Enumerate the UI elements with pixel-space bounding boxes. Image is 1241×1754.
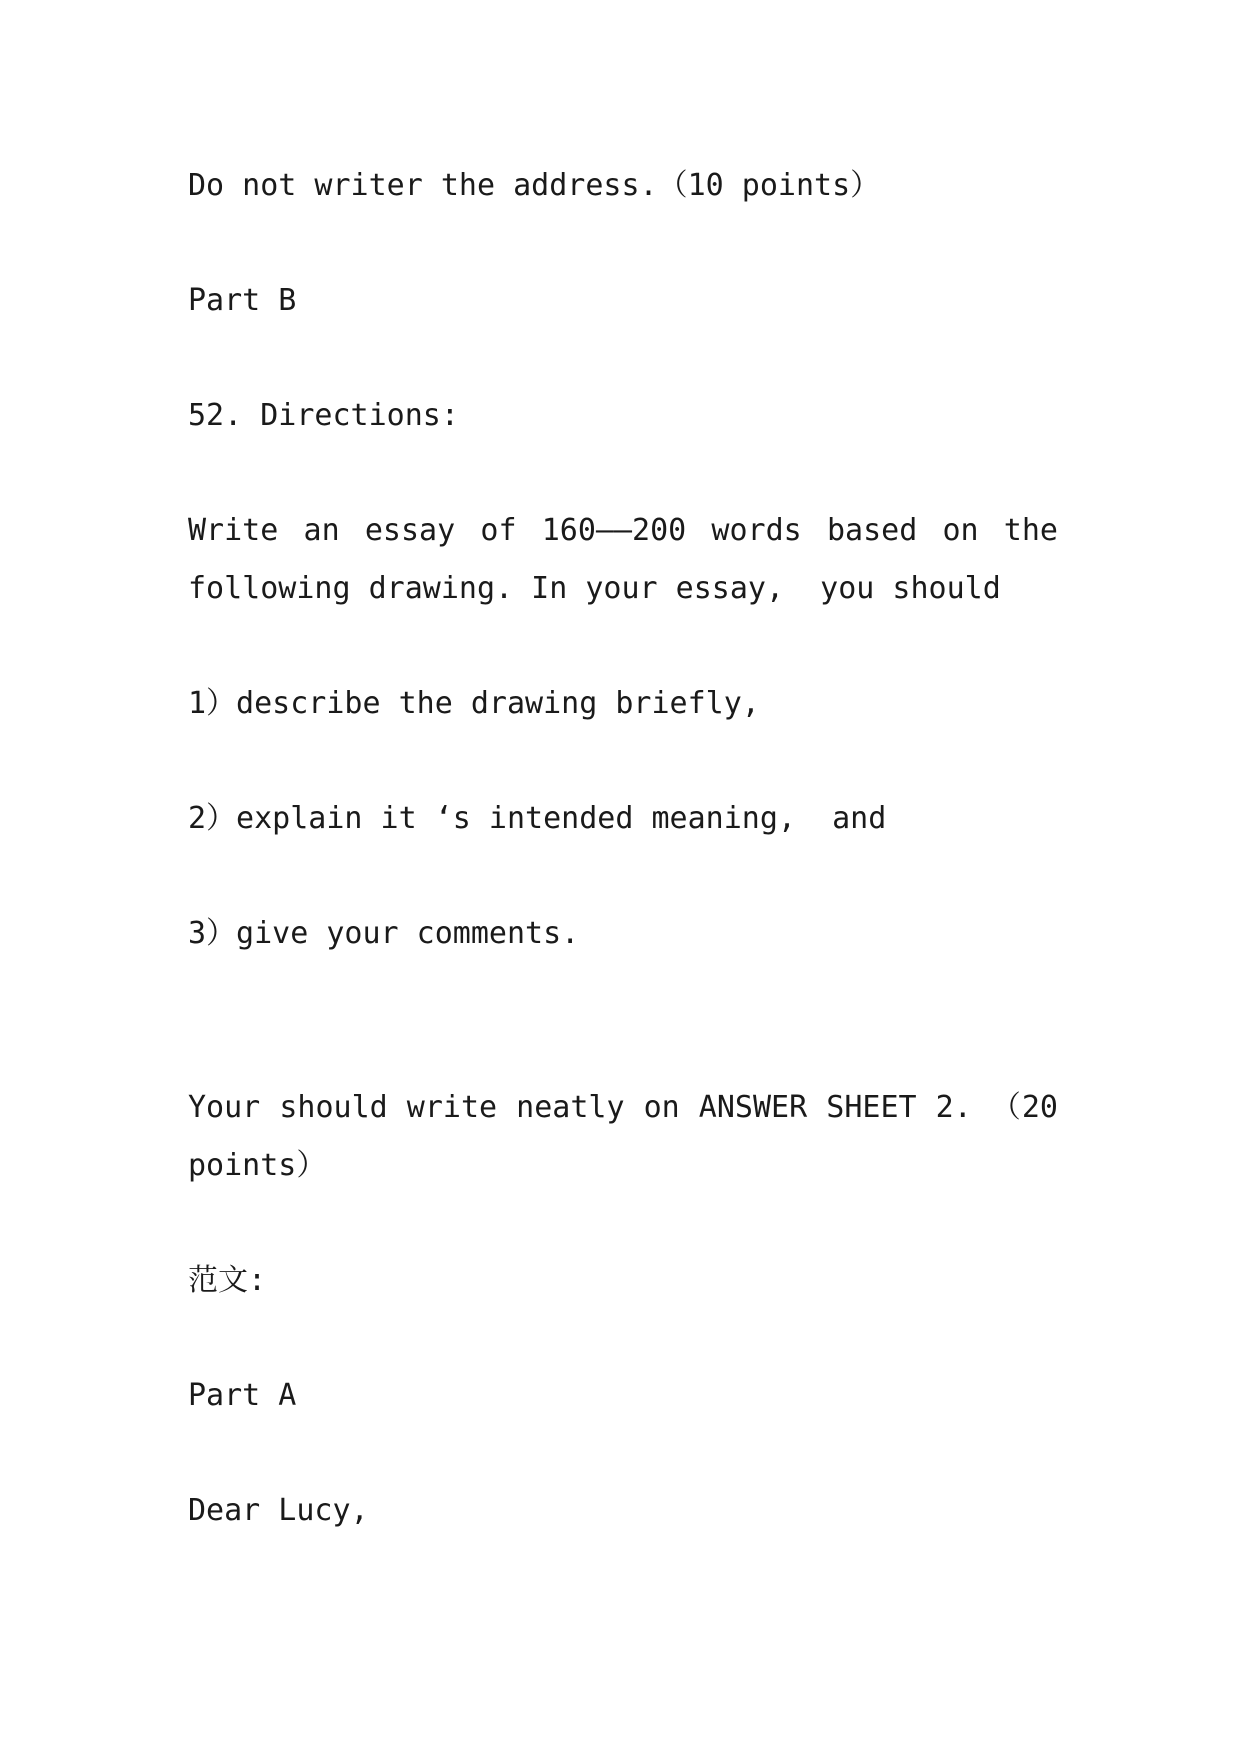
directions-item-1: 1）describe the drawing briefly, [188,686,760,721]
answer-sheet-note-line-2: points） [188,1148,327,1183]
question-directions-heading: 52. Directions: [188,398,459,433]
directions-item-2: 2）explain it ‘s intended meaning, and [188,801,887,836]
section-heading-part-b: Part B [188,283,297,318]
instruction-address-note: Do not writer the address.（10 points） [188,168,881,203]
answer-sheet-note-line-1: Your should write neatly on ANSWER SHEET 2. （20 [188,1090,1058,1125]
section-heading-part-a: Part A [188,1378,297,1413]
directions-item-3: 3）give your comments. [188,916,580,951]
letter-salutation: Dear Lucy, [188,1493,369,1528]
directions-paragraph-line-2: following drawing. In your essay, you should [188,571,1001,606]
directions-paragraph-line-1: Write an essay of 160——200 words based on the [188,513,1058,548]
model-essay-heading: 范文: [188,1263,267,1298]
